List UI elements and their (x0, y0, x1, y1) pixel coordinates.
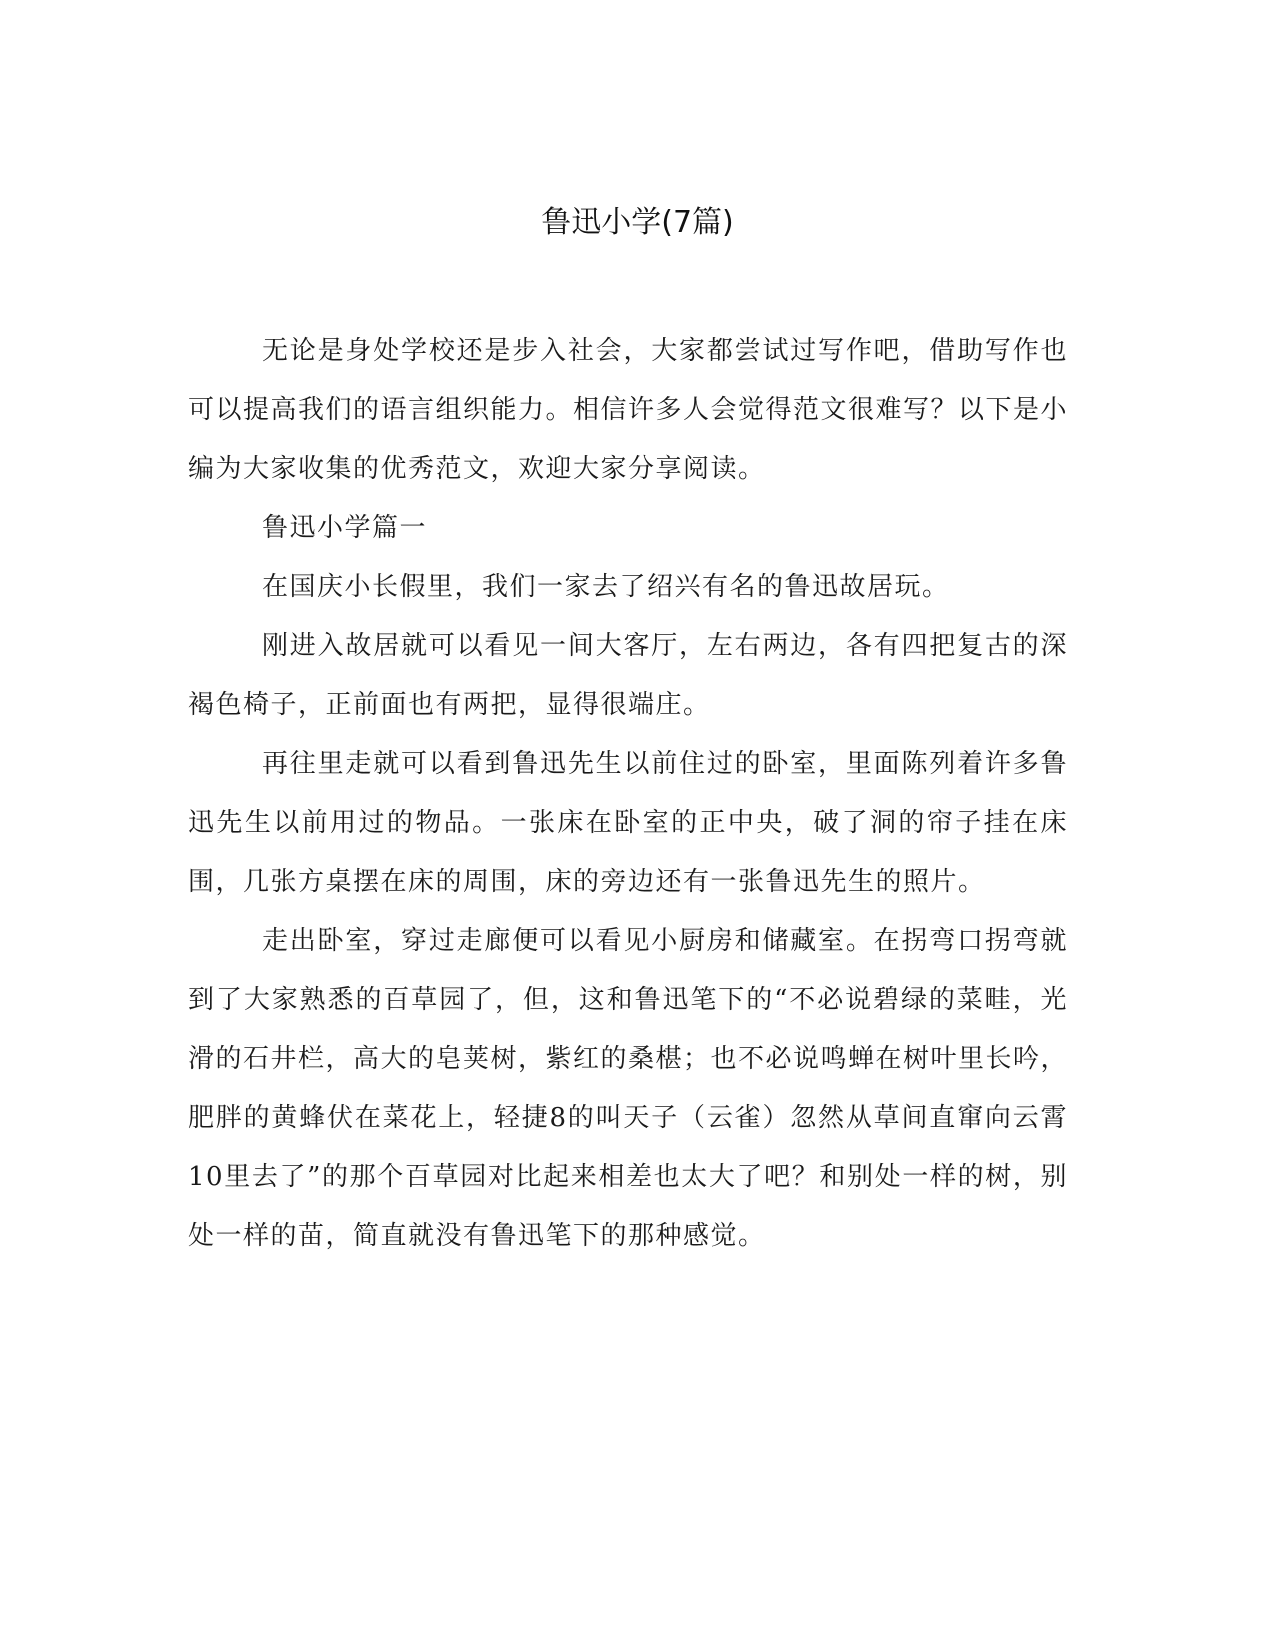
intro-paragraph: 无论是身处学校还是步入社会，大家都尝试过写作吧，借助写作也可以提高我们的语言组织能力。相信许多人会觉得范文很难写？以下是小编为大家收集的优秀范文，欢迎大家分享阅读。 (188, 336, 1069, 484)
document-body (188, 322, 1068, 1266)
body-paragraph: 在国庆小长假里，我们一家去了绍兴有名的鲁迅故居玩。 (262, 572, 950, 602)
body-paragraph: 走出卧室，穿过走廊便可以看见小厨房和储藏室。在拐弯口拐弯就到了大家熟悉的百草园了，但，这和鲁迅笔下的“不必说碧绿的菜畦，光滑的石井栏，高大的皂荚树，紫红的桑椹；也不必说鸣蝉在树叶里长吟，肥胖的黄蜂伏在菜花上，轻捷8的叫天子（云雀）忽然从草间直窜向云霄10里去了”的那个百草园对比起来相差也太大了吧？和别处一样的树，别处一样的苗，简直就没有鲁迅笔下的那种感觉。 (188, 926, 1069, 1251)
body-paragraph: 再往里走就可以看到鲁迅先生以前住过的卧室，里面陈列着许多鲁迅先生以前用过的物品。一张床在卧室的正中央，破了洞的帘子挂在床围，几张方桌摆在床的周围，床的旁边还有一张鲁迅先生的照片。 (188, 749, 1068, 897)
section-heading: 鲁迅小学篇一 (262, 513, 428, 543)
document-title: 鲁迅小学(7篇) (541, 205, 734, 240)
body-paragraph: 刚进入故居就可以看见一间大客厅，左右两边，各有四把复古的深褐色椅子，正前面也有两把，显得很端庄。 (188, 631, 1068, 720)
